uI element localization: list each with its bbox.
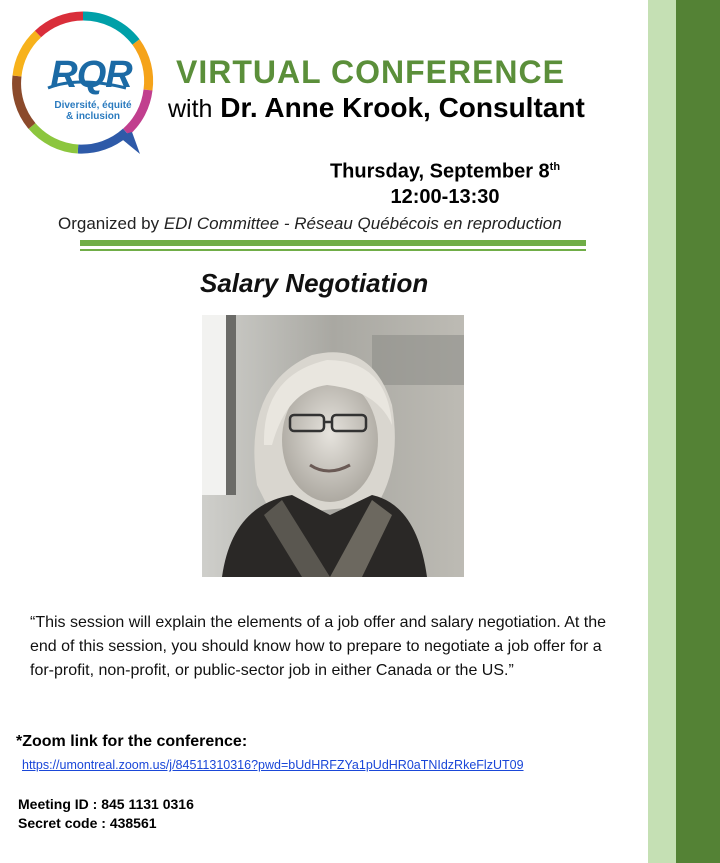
divider-thick [80, 240, 586, 246]
session-description: “This session will explain the elements of a job offer and salary negotiation. At the end of this session, you should know how to prepare to negotiate a job offer for a for-profit, non-profit, or public-sector job in either Canada or the US.” [30, 614, 607, 679]
conference-title: VIRTUAL CONFERENCE [176, 54, 565, 90]
event-date-text: Thursday, September 8 [329, 160, 550, 183]
event-date-suffix: th [549, 161, 561, 173]
session-title: Salary Negotiation [200, 268, 429, 298]
with-text: with [168, 95, 213, 123]
speaker-photo [202, 315, 464, 577]
event-datetime [300, 155, 590, 210]
zoom-link[interactable]: https://umontreal.zoom.us/j/84511310316?pwd=bUdHRFZYa1pUdHR0aTNIdzRkeFlzUT09 [22, 758, 524, 772]
divider-thin [80, 249, 586, 251]
logo-text: RQR [50, 54, 132, 96]
meeting-id: Meeting ID : 845 1131 0316 [18, 796, 194, 812]
meeting-details [18, 795, 194, 833]
organizer-line [58, 214, 562, 234]
logo-subtitle [38, 100, 148, 122]
organizer-name: EDI Committee - Réseau Québécois en reproduction [163, 214, 562, 233]
organizer-prefix: Organized by [58, 214, 164, 233]
decorative-stripe-light [648, 0, 676, 863]
logo-subtitle-line2: & inclusion [66, 111, 120, 122]
speaker-name: Dr. Anne Krook, Consultant [220, 92, 585, 123]
event-time: 12:00-13:30 [390, 185, 500, 208]
logo-subtitle-line1: Diversité, équité [54, 100, 132, 111]
speaker-line [168, 92, 585, 124]
rqr-logo [8, 8, 158, 158]
secret-code: Secret code : 438561 [18, 815, 157, 831]
zoom-label: *Zoom link for the conference: [16, 733, 248, 750]
event-date [300, 155, 590, 185]
decorative-stripe-dark [676, 0, 720, 863]
